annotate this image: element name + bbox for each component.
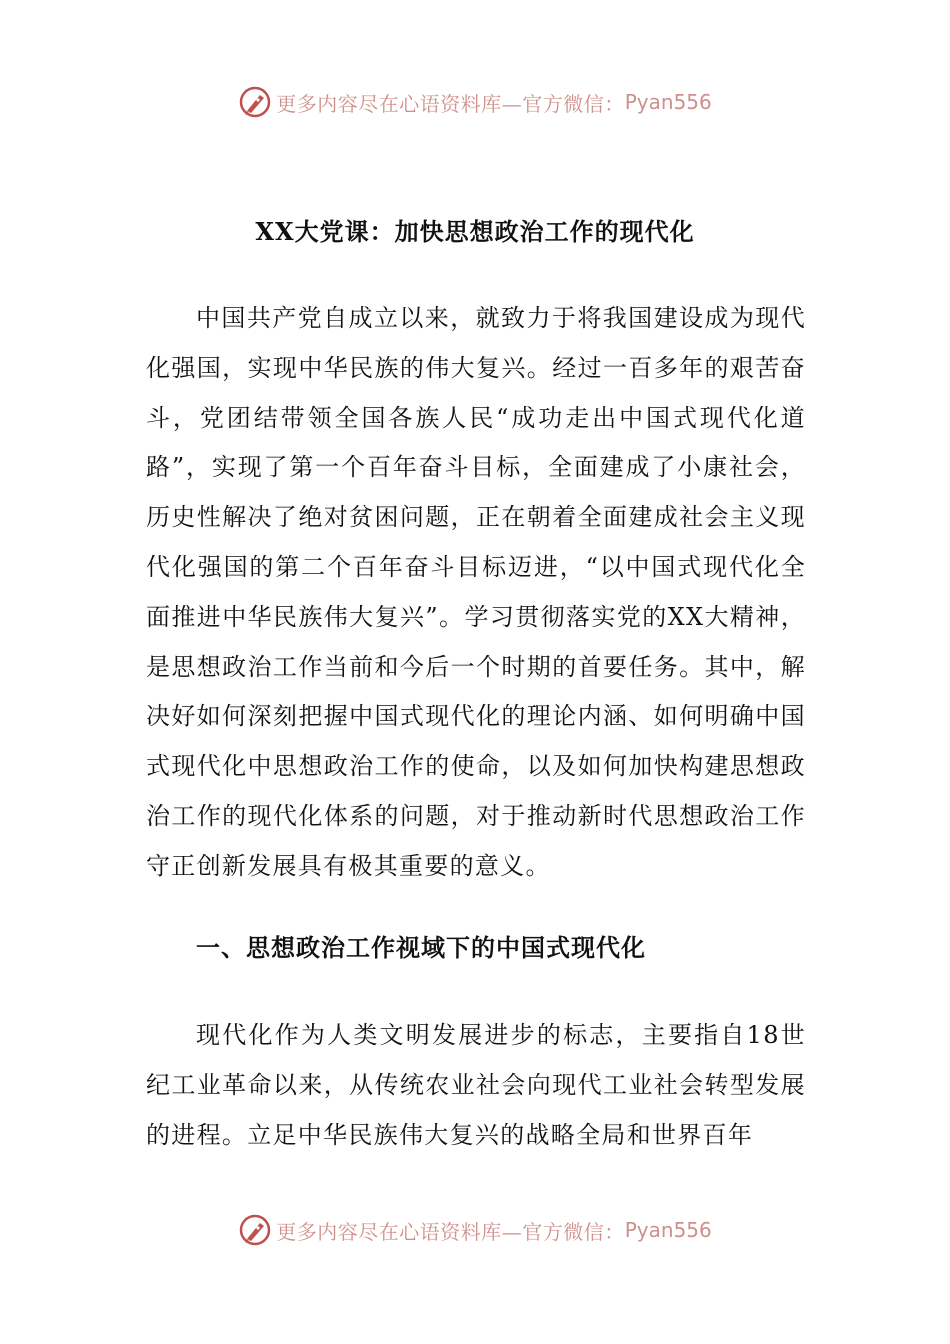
pen-nib-logo-icon bbox=[238, 85, 272, 119]
pen-nib-logo-icon bbox=[238, 1213, 272, 1247]
watermark-banner-bottom bbox=[0, 1210, 950, 1250]
document-title: XX大党课：加快思想政治工作的现代化 bbox=[255, 217, 695, 246]
watermark-content bbox=[238, 85, 712, 119]
watermark-content bbox=[238, 1213, 712, 1247]
body-paragraph: 中国共产党自成立以来，就致力于将我国建设成为现代化强国，实现中华民族的伟大复兴。经过一百多年的艰苦奋斗，党团结带领全国各族人民“成功走出中国式现代化道路”，实现了第一个百年奋斗目标，全面建成了小康社会，历史性解决了绝对贫困问题，正在朝着全面建成社会主义现代化强国的第二个百年奋斗目标迈进，“以中国式现代化全面推进中华民族伟大复兴”。学习贯彻落实党的XX大精神，是思想政治工作当前和今后一个时期的首要任务。其中，解决好如何深刻把握中国式现代化的理论内涵、如何明确中国式现代化中思想政治工作的使命，以及如何加快构建思想政治工作的现代化体系的问题，对于推动新时代思想政治工作守正创新发展具有极其重要的意义。 bbox=[146, 304, 806, 880]
body-paragraph: 现代化作为人类文明发展进步的标志，主要指自18世纪工业革命以来，从传统农业社会向现代工业社会转型发展的进程。立足中华民族伟大复兴的战略全局和世界百年 bbox=[146, 1021, 806, 1149]
watermark-handle: Pyan556 bbox=[624, 1218, 712, 1242]
watermark-text: 更多内容尽在心语资料库—官方微信： bbox=[276, 91, 625, 116]
watermark-handle: Pyan556 bbox=[624, 90, 712, 114]
watermark-text: 更多内容尽在心语资料库—官方微信： bbox=[276, 1219, 625, 1244]
watermark-banner-top bbox=[0, 82, 950, 122]
section-heading: 一、思想政治工作视域下的中国式现代化 bbox=[196, 933, 646, 962]
